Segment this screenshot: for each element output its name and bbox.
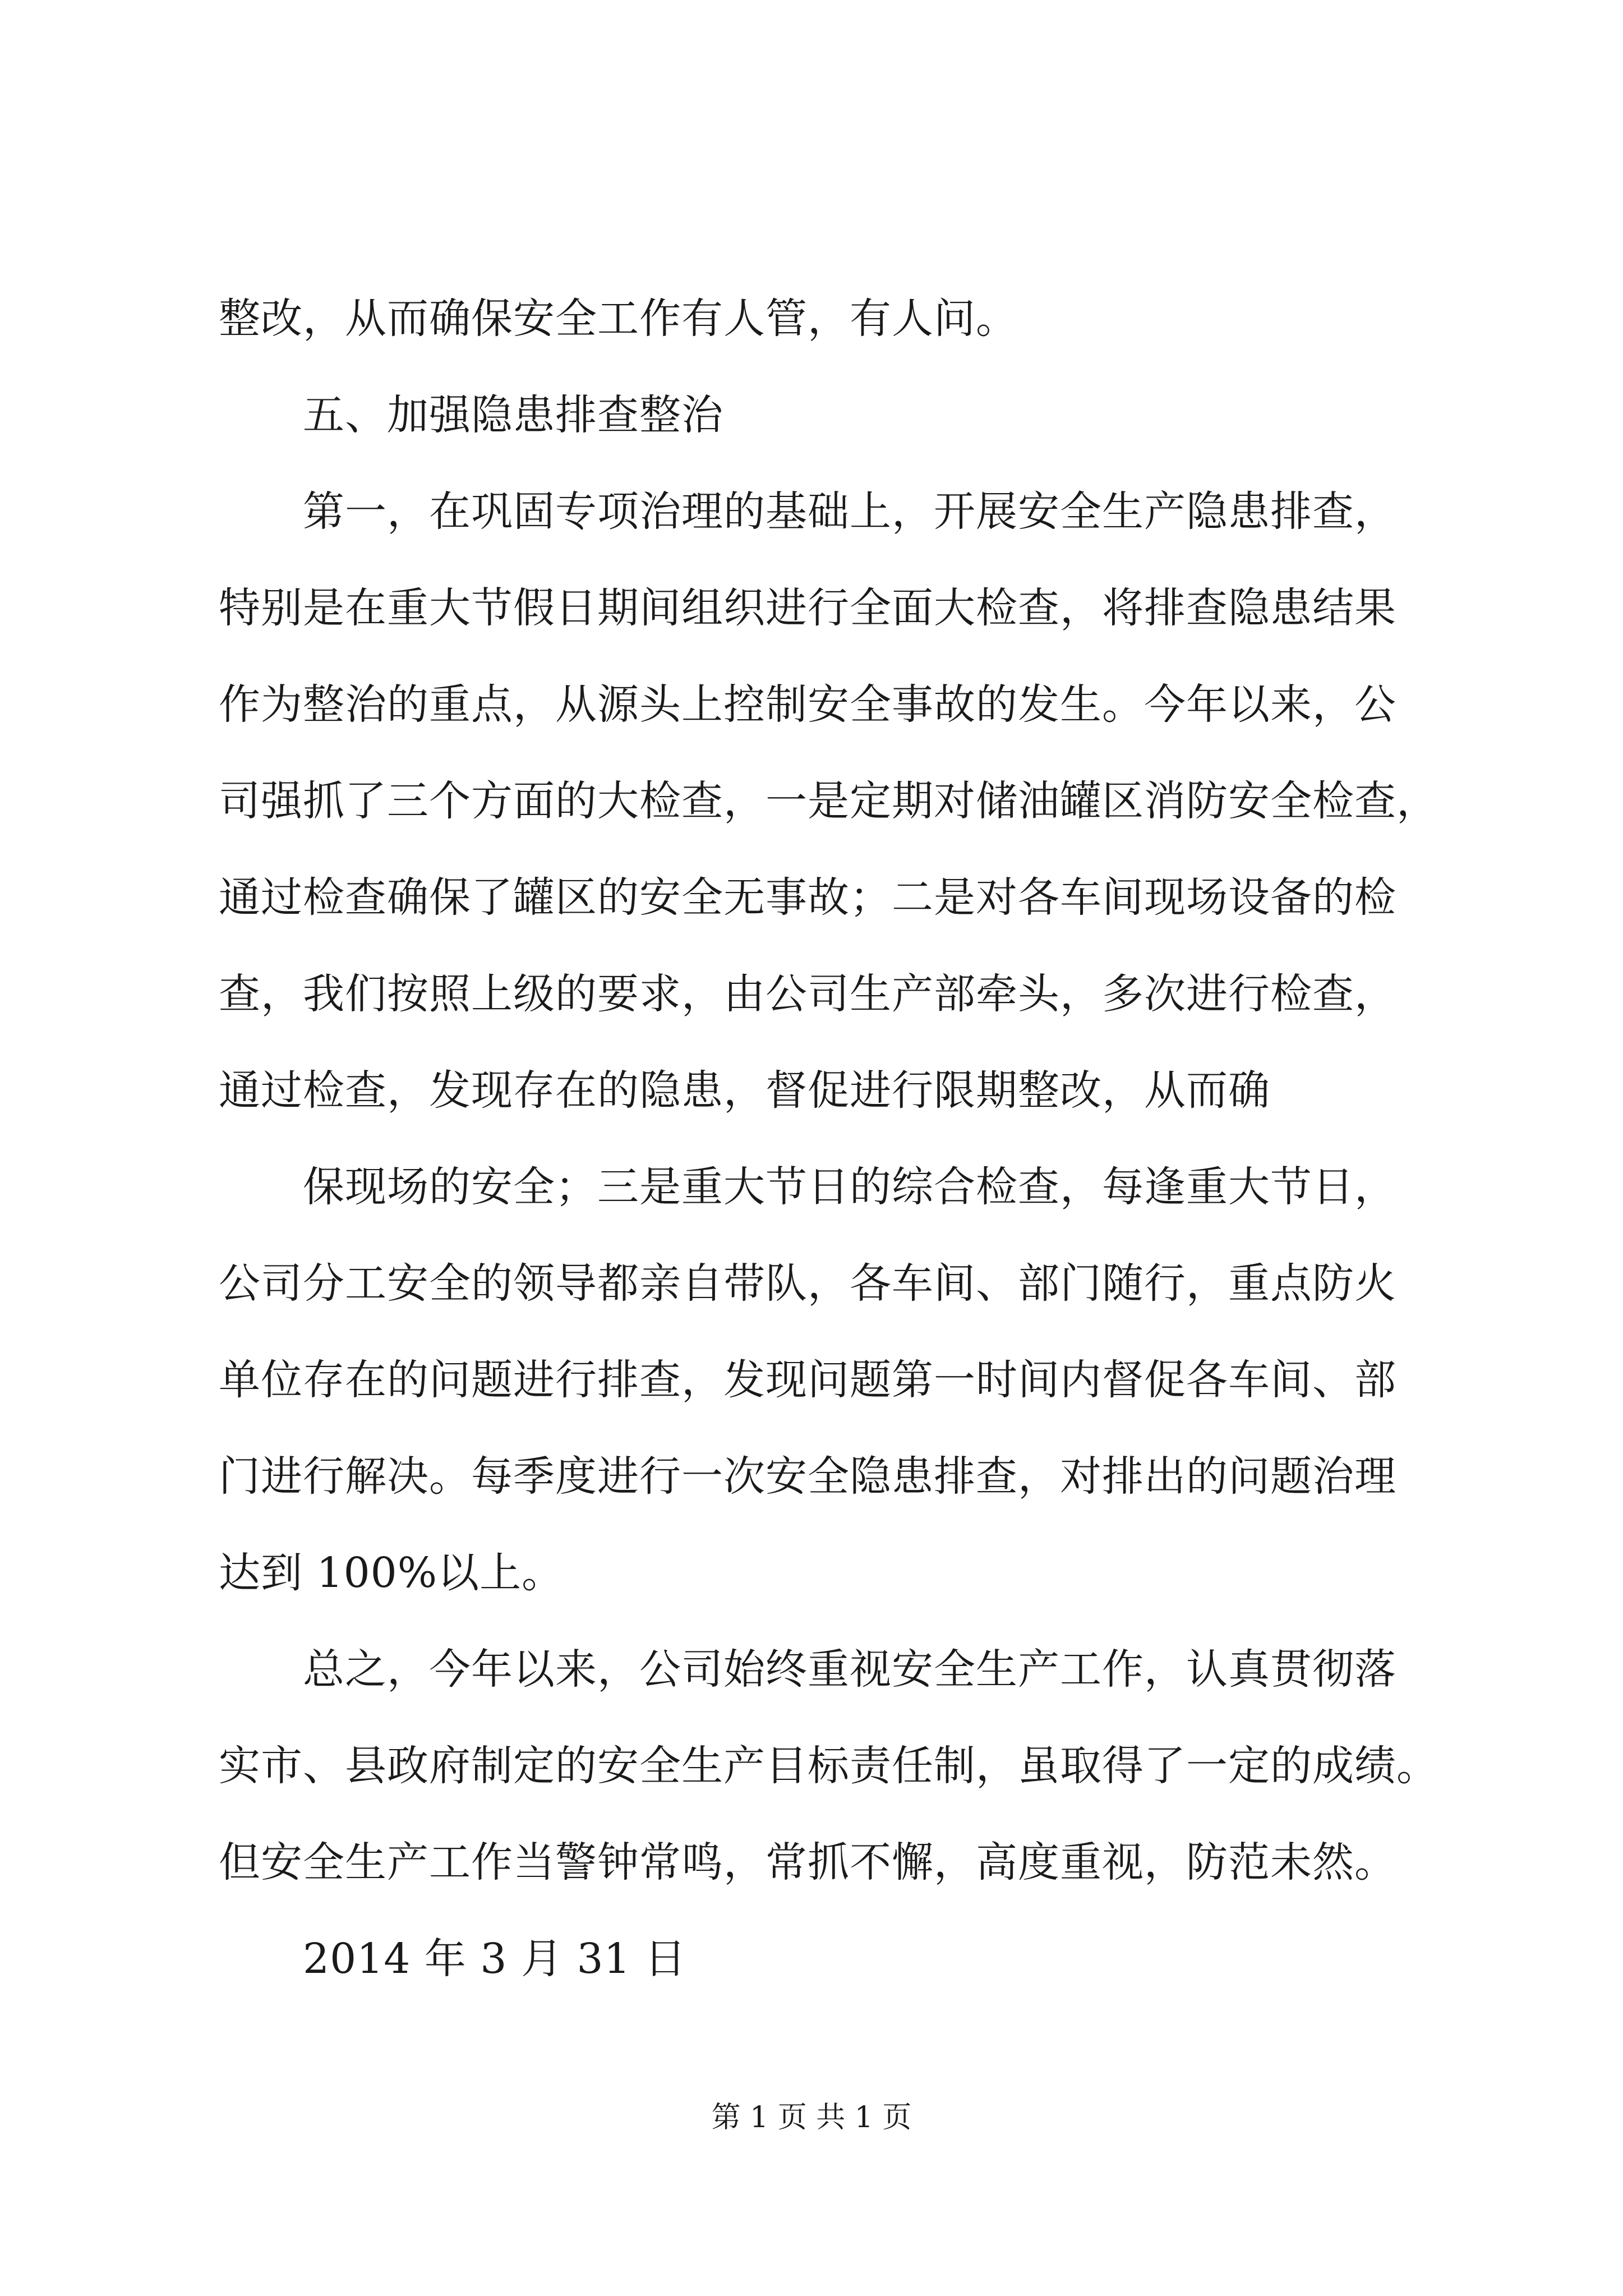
document-date: 2014 年 3 月 31 日 <box>303 1935 687 1983</box>
text-line: 但安全生产工作当警钟常鸣，常抓不懈，高度重视，防范未然。 <box>219 1838 1396 1887</box>
text-line: 通过检查确保了罐区的安全无事故；二是对各车间现场设备的检 <box>219 873 1396 922</box>
text-line: 总之，今年以来，公司始终重视安全生产工作，认真贯彻落 <box>303 1645 1396 1694</box>
text-line: 门进行解决。每季度进行一次安全隐患排查，对排出的问题治理 <box>219 1452 1396 1501</box>
text-line: 特别是在重大节假日期间组织进行全面大检查，将排查隐患结果 <box>219 584 1396 632</box>
page-footer: 第 1 页 共 1 页 <box>711 2101 912 2134</box>
text-line: 通过检查，发现存在的隐患，督促进行限期整改，从而确 <box>219 1066 1270 1115</box>
text-line: 查，我们按照上级的要求，由公司生产部牵头，多次进行检查， <box>219 970 1396 1018</box>
text-line: 第一，在巩固专项治理的基础上，开展安全生产隐患排查， <box>303 487 1396 536</box>
text-line: 实市、县政府制定的安全生产目标责任制，虽取得了一定的成绩。 <box>219 1742 1438 1790</box>
section-heading: 五、加强隐患排查整治 <box>303 391 723 439</box>
text-line: 司强抓了三个方面的大检查，一是定期对储油罐区消防安全检查， <box>219 777 1438 825</box>
text-line: 作为整治的重点，从源头上控制安全事故的发生。今年以来，公 <box>219 680 1396 729</box>
text-line: 公司分工安全的领导都亲自带队，各车间、部门随行，重点防火 <box>219 1259 1396 1308</box>
text-line: 保现场的安全；三是重大节日的综合检查，每逢重大节日， <box>303 1163 1396 1211</box>
text-line: 单位存在的问题进行排查，发现问题第一时间内督促各车间、部 <box>219 1356 1396 1404</box>
text-line: 达到 100%以上。 <box>219 1549 564 1597</box>
text-line: 整改，从而确保安全工作有人管，有人问。 <box>219 295 1018 343</box>
